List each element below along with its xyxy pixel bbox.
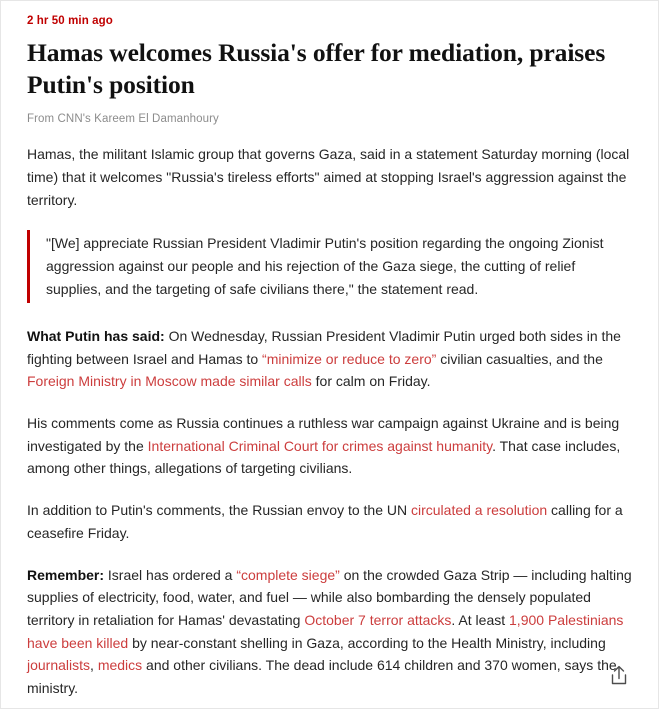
share-button[interactable] <box>606 662 632 688</box>
paragraph-5-lead: Remember: <box>27 566 105 583</box>
paragraph-4-text-1: In addition to Putin's comments, the Russian envoy to the UN <box>27 502 411 519</box>
link-minimize-reduce-to-zero[interactable]: “minimize or reduce to zero” <box>262 350 437 367</box>
paragraph-2 <box>27 325 632 393</box>
article-timestamp: 2 hr 50 min ago <box>27 15 113 27</box>
link-complete-siege[interactable]: “complete siege” <box>236 566 340 583</box>
paragraph-1: Hamas, the militant Islamic group that governs Gaza, said in a statement Saturday morning (local time) that it welcomes "Russia's tireless efforts" aimed at stopping Israel's aggression against the territory. <box>27 146 630 208</box>
paragraph-3 <box>27 412 632 480</box>
paragraph-5 <box>27 564 632 700</box>
paragraph-5-text-1: Israel has ordered a <box>104 566 237 583</box>
link-october-7-terror-attacks[interactable]: October 7 terror attacks <box>304 611 452 628</box>
link-medics[interactable]: medics <box>97 657 143 674</box>
pullquote-text: "[We] appreciate Russian President Vladimir Putin's position regarding the ongoing Zionist aggression against our people and his rejection of the Gaza siege, the cutting of relief supplies, and the targeting of safe civilians there," the statement read. <box>46 235 604 298</box>
link-journalists[interactable]: journalists <box>27 657 91 674</box>
paragraph-2-text-2: civilian casualties, and the <box>436 350 603 367</box>
paragraph-3-text-1: His comments come as Russia continues a ruthless war campaign against Ukraine and is being investigated by the <box>27 415 620 454</box>
paragraph-4 <box>27 499 632 544</box>
paragraph-2-text-1: On Wednesday, Russian President Vladimir Putin urged both sides in the fighting between Israel and Hamas to <box>27 328 621 367</box>
paragraph-5-text-6: and other civilians. The dead include 614 children and 370 women, says the ministry. <box>27 657 617 696</box>
pullquote <box>27 230 632 303</box>
page-title: Hamas welcomes Russia's offer for mediation, praises Putin's position <box>27 38 606 100</box>
paragraph-4-text-2: calling for a ceasefire Friday. <box>27 502 623 541</box>
link-circulated-a-resolution[interactable]: circulated a resolution <box>410 502 548 519</box>
paragraph-5-text-5: , <box>90 657 98 674</box>
paragraph-3-text-2: . That case includes, among other things, allegations of targeting civilians. <box>27 437 621 477</box>
article-byline: From CNN's Kareem El Damanhoury <box>27 113 219 126</box>
paragraph-2-lead: What Putin has said: <box>27 328 165 345</box>
paragraph-5-text-3: . At least <box>451 611 510 628</box>
share-icon[interactable] <box>609 664 629 686</box>
article-body <box>1 1 658 700</box>
paragraph-2-text-3: for calm on Friday. <box>311 373 431 390</box>
link-1900-palestinians-killed[interactable]: 1,900 Palestinians have been killed <box>27 611 624 651</box>
link-foreign-ministry-moscow[interactable]: Foreign Ministry in Moscow made similar calls <box>27 373 312 390</box>
paragraph-5-text-4: by near-constant shelling in Gaza, according to the Health Ministry, including <box>128 634 606 651</box>
link-icc-crimes-against-humanity[interactable]: International Criminal Court for crimes against humanity <box>147 437 493 454</box>
paragraph-5-text-2: on the crowded Gaza Strip — including halting supplies of electricity, food, water, and fuel — while also bombarding the densely populated territory in retaliation for Hamas' devastating <box>27 566 632 628</box>
